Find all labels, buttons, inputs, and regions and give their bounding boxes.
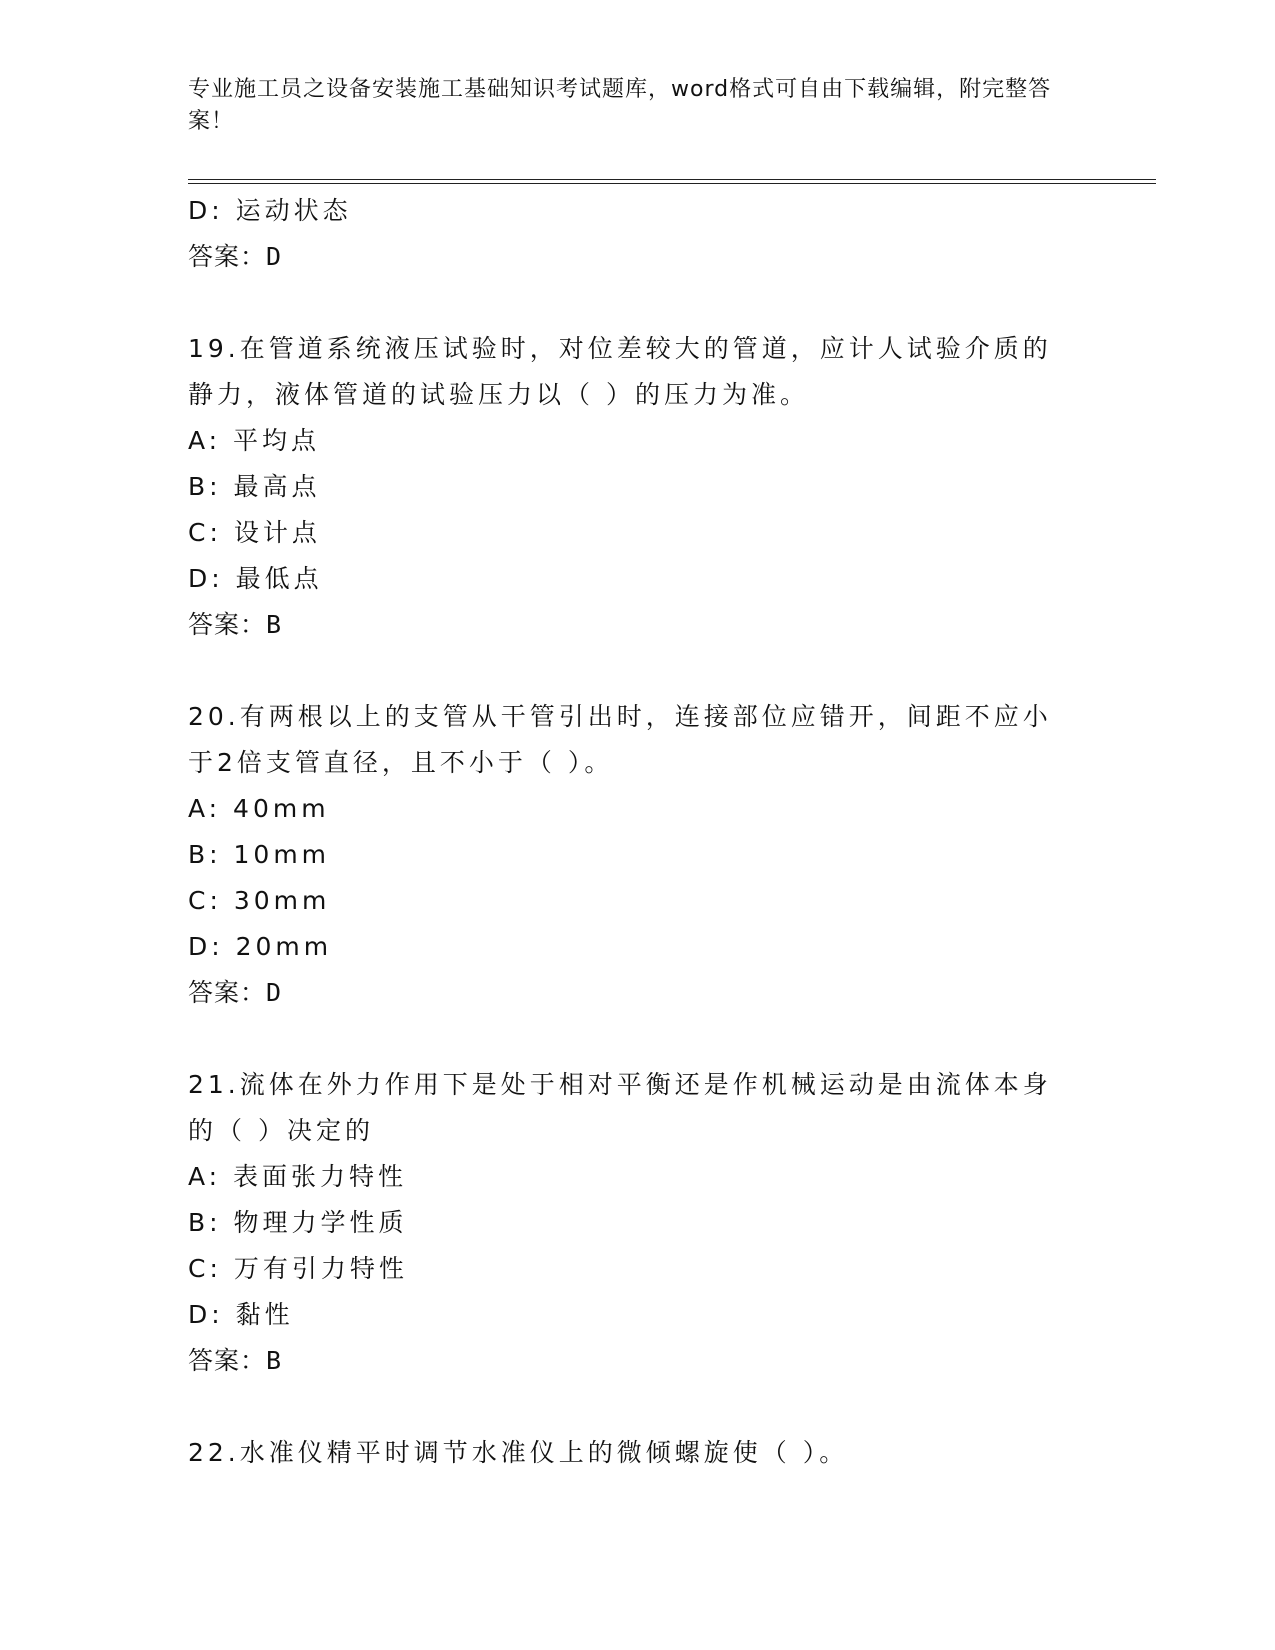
option-b: B: 10mm bbox=[188, 840, 331, 869]
question-text: 22.水准仪精平时调节水准仪上的微倾螺旋使（ ）。 bbox=[188, 1438, 849, 1467]
answer: 答案：D bbox=[188, 978, 283, 1007]
question-text: 20.有两根以上的支管从干管引出时，连接部位应错开，间距不应小于2倍支管直径，且不小于（ ）。 bbox=[188, 702, 1052, 777]
question-content bbox=[188, 188, 1088, 1476]
answer: 答案：B bbox=[188, 1346, 283, 1375]
option-b: B: 最高点 bbox=[188, 472, 321, 501]
option-c: C: 设计点 bbox=[188, 518, 321, 547]
question-text: 19.在管道系统液压试验时，对位差较大的管道，应计人试验介质的静力，液体管道的试验压力以（ ）的压力为准。 bbox=[188, 334, 1052, 409]
spacer bbox=[188, 1016, 1088, 1062]
option-d: D: 最低点 bbox=[188, 564, 323, 593]
question-21 bbox=[188, 1062, 1088, 1384]
question-19 bbox=[188, 326, 1088, 648]
option-a: A: 表面张力特性 bbox=[188, 1162, 408, 1191]
prev-answer: 答案：D bbox=[188, 242, 283, 271]
option-d: D: 20mm bbox=[188, 932, 333, 961]
document-header-title: 专业施工员之设备安装施工基础知识考试题库，word格式可自由下载编辑，附完整答案！ bbox=[188, 77, 1052, 134]
question-20 bbox=[188, 694, 1088, 1016]
spacer bbox=[188, 648, 1088, 694]
option-d: D: 黏性 bbox=[188, 1300, 294, 1329]
option-b: B: 物理力学性质 bbox=[188, 1208, 408, 1237]
option-c: C: 万有引力特性 bbox=[188, 1254, 408, 1283]
spacer bbox=[188, 280, 1088, 326]
option-a: A: 平均点 bbox=[188, 426, 321, 455]
question-text: 21.流体在外力作用下是处于相对平衡还是作机械运动是由流体本身的（ ）决定的 bbox=[188, 1070, 1052, 1145]
question-22 bbox=[188, 1430, 1088, 1476]
prev-option-d: D: 运动状态 bbox=[188, 196, 352, 225]
spacer bbox=[188, 1384, 1088, 1430]
header-divider-top bbox=[188, 179, 1156, 180]
header-divider-bottom bbox=[188, 183, 1156, 184]
answer: 答案：B bbox=[188, 610, 283, 639]
option-a: A: 40mm bbox=[188, 794, 330, 823]
option-c: C: 30mm bbox=[188, 886, 331, 915]
